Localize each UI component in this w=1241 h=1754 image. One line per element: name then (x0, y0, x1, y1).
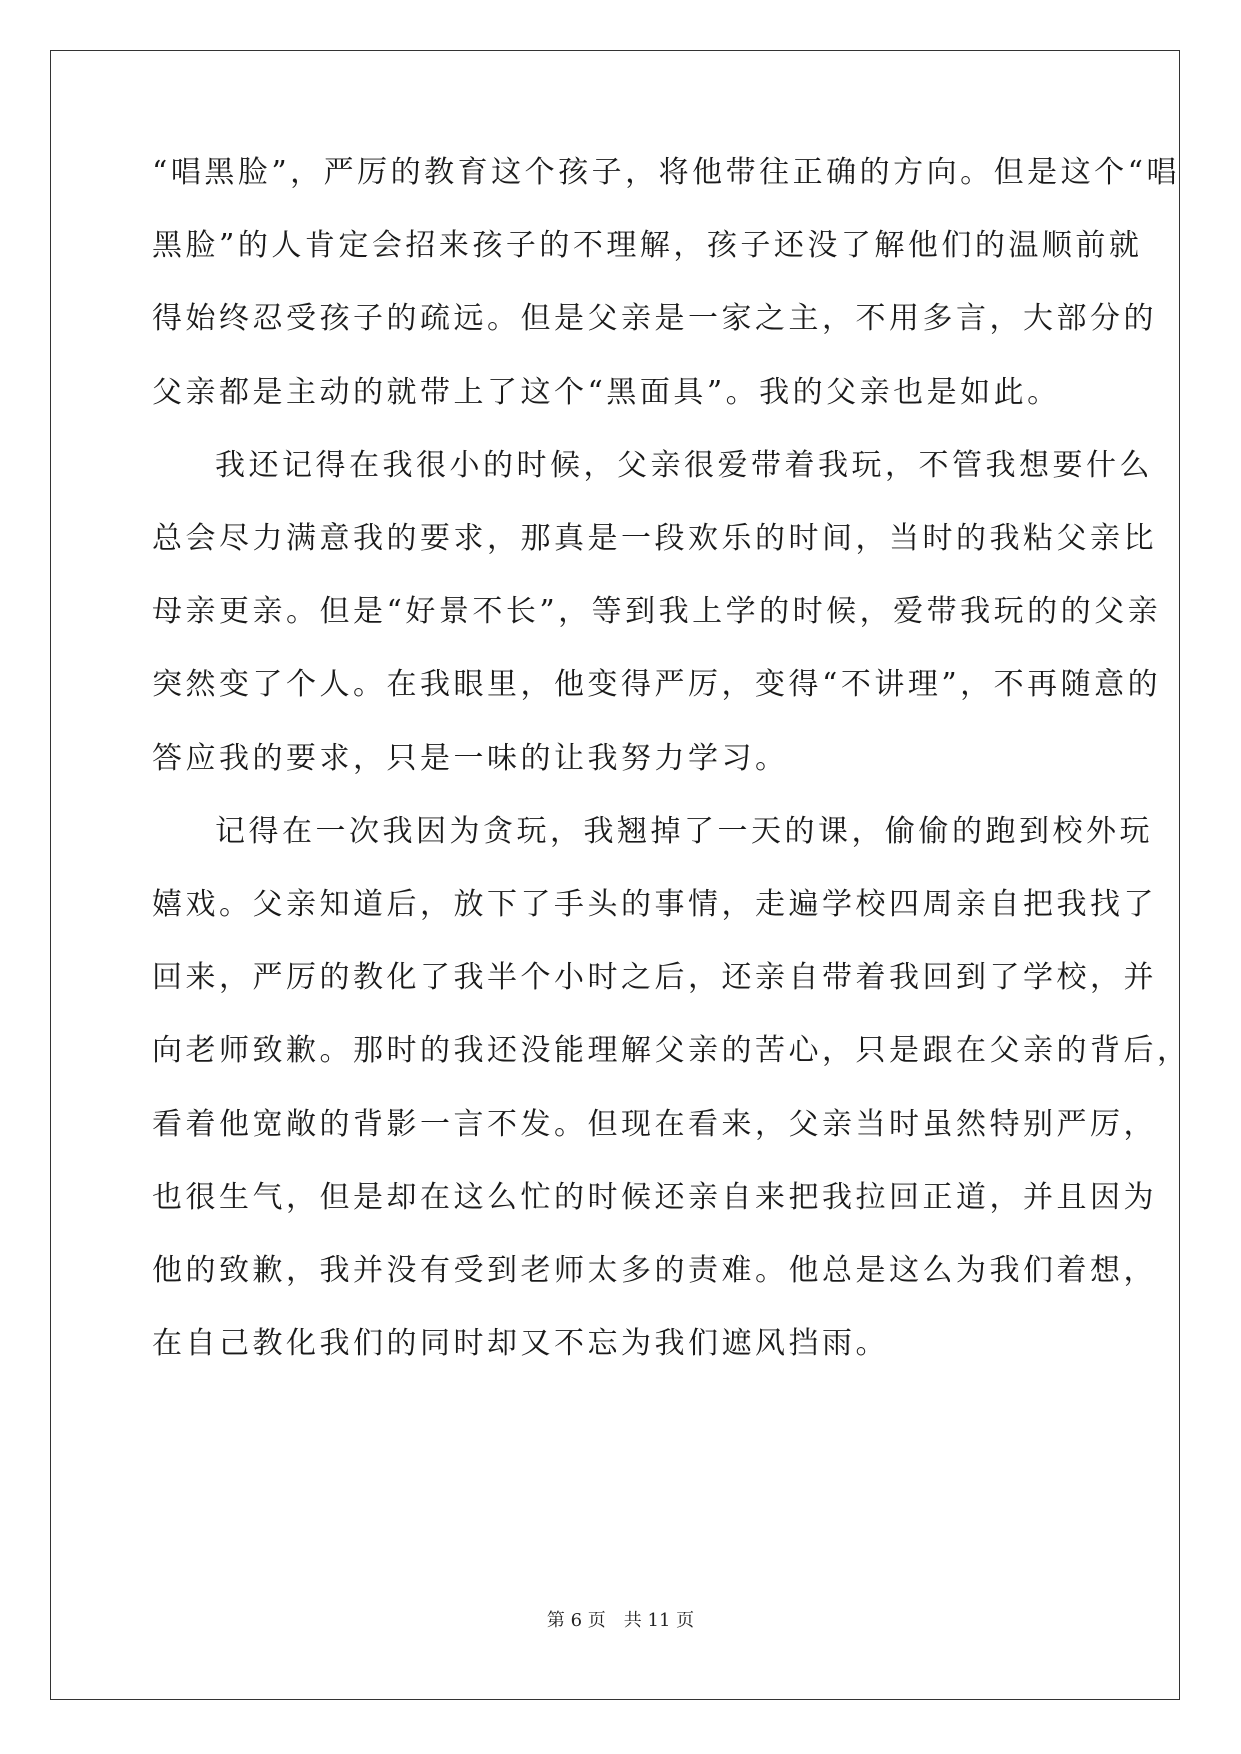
text-line: 也很生气，但是却在这么忙的时候还亲自来把我拉回正道，并且因为 (152, 1179, 1157, 1215)
text-line: 答应我的要求，只是一味的让我努力学习。 (152, 740, 789, 776)
text-line: 黑脸”的人肯定会招来孩子的不理解，孩子还没了解他们的温顺前就 (152, 228, 1143, 264)
text-line: 总会尽力满意我的要求，那真是一段欢乐的时间，当时的我粘父亲比 (152, 521, 1157, 556)
text-line: 他的致歉，我并没有受到老师太多的责难。他总是这么为我们着想， (152, 1253, 1157, 1288)
text-line: 得始终忍受孩子的疏远。但是父亲是一家之主，不用多言，大部分的 (152, 301, 1157, 337)
page-footer: 第 6 页 共 11 页 (546, 1610, 695, 1631)
text-line: 父亲都是主动的就带上了这个“黑面具”。我的父亲也是如此。 (152, 374, 1061, 410)
text-line: 记得在一次我因为贪玩，我翘掉了一天的课，偷偷的跑到校外玩 (215, 813, 1153, 849)
text-line: 在自己教化我们的同时却又不忘为我们遮风挡雨。 (152, 1326, 889, 1362)
text-line: “唱黑脸”，严厉的教育这个孩子，将他带往正确的方向。但是这个“唱 (152, 155, 1181, 190)
text-line: 看着他宽敞的背影一言不发。但现在看来，父亲当时虽然特别严厉， (152, 1106, 1157, 1142)
text-line: 我还记得在我很小的时候，父亲很爱带着我玩，不管我想要什么 (215, 447, 1153, 483)
text-line: 向老师致歉。那时的我还没能理解父亲的苦心，只是跟在父亲的背后， (152, 1033, 1191, 1069)
text-line: 突然变了个人。在我眼里，他变得严厉，变得“不讲理”，不再随意的 (152, 667, 1162, 703)
text-line: 回来，严厉的教化了我半个小时之后，还亲自带着我回到了学校，并 (152, 960, 1157, 996)
text-line: 母亲更亲。但是“好景不长”，等到我上学的时候，爱带我玩的的父亲 (152, 594, 1162, 630)
text-line: 嬉戏。父亲知道后，放下了手头的事情，走遍学校四周亲自把我找了 (152, 887, 1157, 922)
